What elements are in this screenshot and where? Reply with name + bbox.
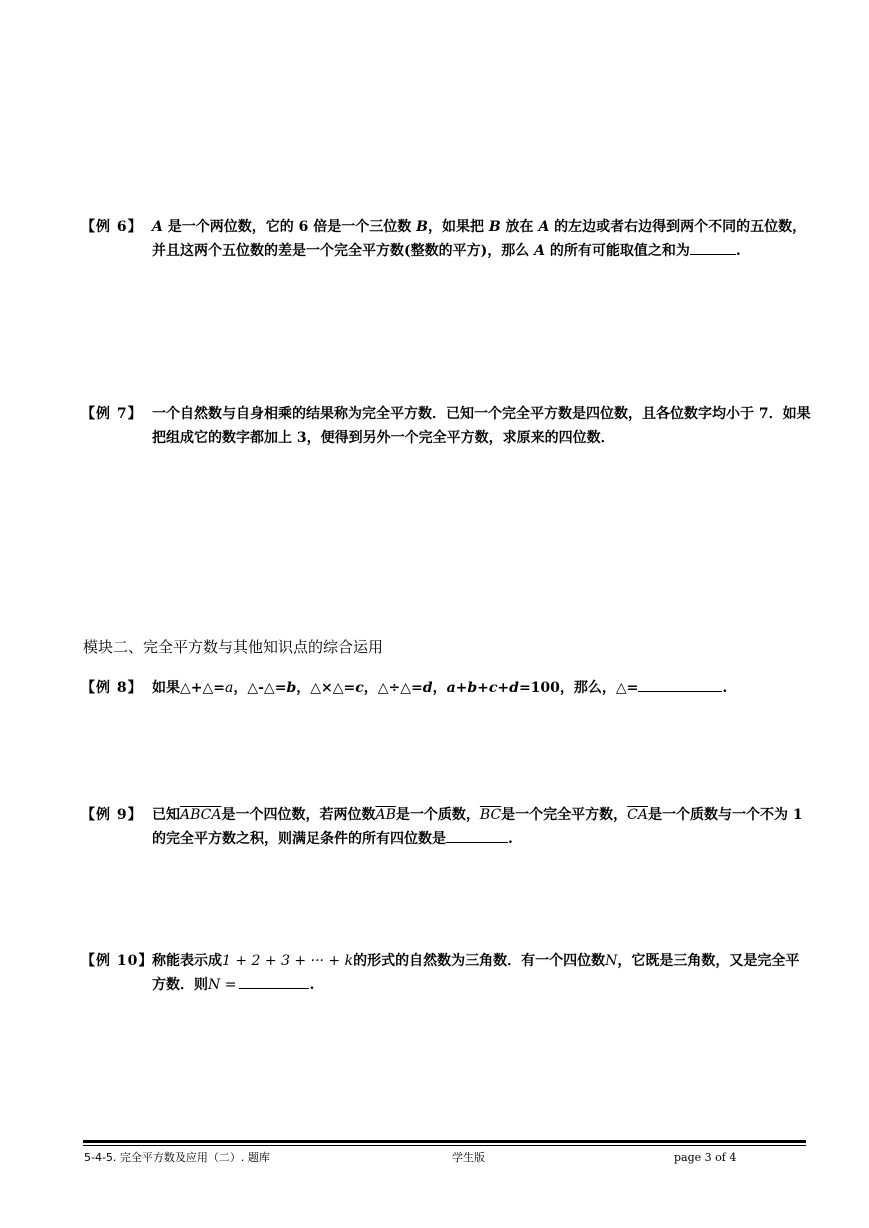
footer-document-title: 5-4-5. 完全平方数及应用（二）. 题库 xyxy=(84,1151,270,1164)
problem-label: 【例 9】 xyxy=(81,807,143,823)
problem-text: 一个自然数与自身相乘的结果称为完全平方数．已知一个完全平方数是四位数，且各位数字均小于 7．如果把组成它的数字都加上 3，便得到另外一个完全平方数，求原来的四位数． xyxy=(152,406,811,446)
problem-text xyxy=(152,215,811,263)
var-d: d xyxy=(422,680,433,696)
text-segment: ，△×△= xyxy=(296,680,356,696)
problem-text xyxy=(152,676,811,700)
text-segment: . xyxy=(309,977,315,993)
text-segment: . xyxy=(508,831,513,847)
problem-7 xyxy=(81,402,811,450)
answer-blank xyxy=(239,974,309,989)
var-a: a xyxy=(225,680,234,696)
footer-edition: 学生版 xyxy=(452,1151,485,1164)
var-b: b xyxy=(286,680,297,696)
problem-text xyxy=(152,949,811,997)
text-segment: 如果△+△= xyxy=(152,680,225,696)
text-segment: 称能表示成 xyxy=(152,953,222,969)
text-segment: . xyxy=(735,243,741,259)
problem-10 xyxy=(81,949,811,997)
text-segment: 的所有可能取值之和为 xyxy=(545,243,690,259)
number-ab: $\overline{AB}$ xyxy=(375,807,396,823)
problem-label: 【例 6】 xyxy=(81,219,143,235)
section-heading: 模块二、完全平方数与其他知识点的综合运用 xyxy=(83,638,384,656)
text-segment: ，它既是三角数，又是完全平方数．则 xyxy=(152,953,800,993)
var-c: c xyxy=(355,680,364,696)
text-segment: 是一个四位数，若两位数 xyxy=(221,807,376,823)
var-b: B xyxy=(416,219,428,235)
text-segment: =100，那么，△= xyxy=(518,680,639,696)
sum-expression: 1 + 2 + 3 + ··· + k xyxy=(222,953,354,969)
text-segment: ，如果把 xyxy=(427,219,489,235)
text-segment: . xyxy=(722,680,728,696)
answer-blank xyxy=(446,828,508,843)
text-segment: ，△÷△= xyxy=(363,680,423,696)
number-bc: $\overline{BC}$ xyxy=(479,807,502,823)
text-segment: 已知 xyxy=(152,807,180,823)
var-a: A xyxy=(534,243,545,259)
number-abca: ABCA xyxy=(180,807,222,823)
text-segment: ， xyxy=(432,680,447,696)
answer-blank xyxy=(690,240,736,255)
sum-expression: a+b+c+d xyxy=(446,680,519,696)
text-segment: 是一个质数与一个不为 1 的完全平方数之积，则满足条件的所有四位数是 xyxy=(152,807,803,847)
problem-8 xyxy=(81,676,811,700)
problem-6 xyxy=(81,215,811,263)
text-segment: ，△-△= xyxy=(233,680,287,696)
text-segment: 是一个完全平方数， xyxy=(501,807,628,823)
answer-blank xyxy=(638,677,722,692)
problem-label: 【例 8】 xyxy=(81,680,143,696)
problem-label: 【例 7】 xyxy=(81,406,143,422)
var-a: A xyxy=(538,219,550,235)
text-segment: 的左边或者右边得到两个不同的五位数，并且这两个五位数的差是一个完全平方数(整数的平方)，那么 xyxy=(152,219,807,259)
var-b: B xyxy=(488,219,501,235)
var-n-equals: N = xyxy=(208,977,237,993)
text-segment: 是一个质数， xyxy=(395,807,480,823)
footer-rule xyxy=(83,1145,806,1146)
problem-text xyxy=(152,803,811,851)
footer-page-number: page 3 of 4 xyxy=(674,1151,737,1164)
text-segment: 是一个两位数，它的 6 倍是一个三位数 xyxy=(162,219,417,235)
text-segment: 放在 xyxy=(500,219,539,235)
number-ca: $\overline{CA}$ xyxy=(627,807,648,823)
problem-label: 【例 10】 xyxy=(81,953,154,969)
text-segment: 的形式的自然数为三角数．有一个四位数 xyxy=(353,953,606,969)
var-n: N xyxy=(605,953,618,969)
problem-9 xyxy=(81,803,811,851)
footer-rule xyxy=(83,1140,806,1143)
var-a: A xyxy=(152,219,163,235)
